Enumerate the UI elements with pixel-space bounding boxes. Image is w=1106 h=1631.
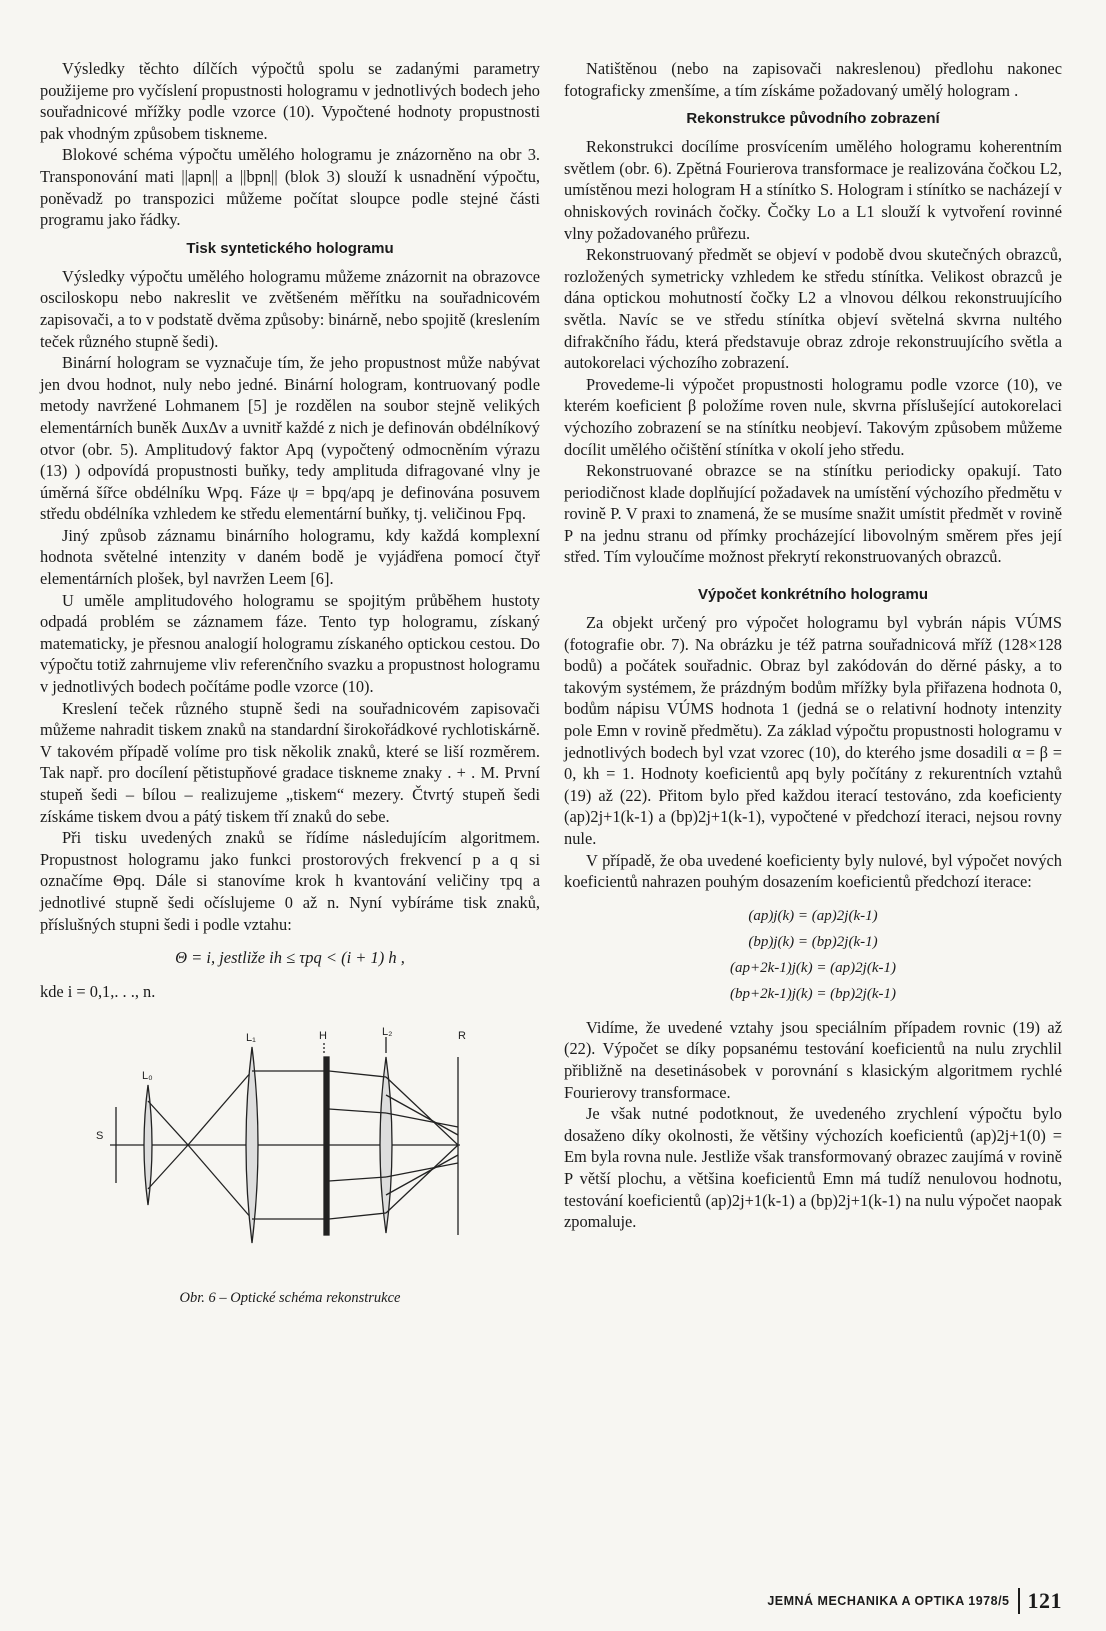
left-column — [40, 58, 540, 1317]
paragraph: Rekonstrukci docílíme prosvícením umělého hologramu koherentním světlem (obr. 6). Zpětná Fourierova transformace je realizována čočkou L2, umístěnou mezi hologram H a stínítko S. Hologram i stínítko se nacházejí v ohniskových rovinách čočky. Čočky Lo a L1 slouží k vytvoření rovinné vlny požadovaného průřezu. — [564, 137, 1062, 243]
optical-scheme-figure — [40, 1017, 540, 1317]
paragraph: Provedeme-li výpočet propustnosti hologramu podle vzorce (10), ve kterém koeficient β položíme roven nule, skvrna příslušející autokorelaci výchozího zobrazení se na stínítku neobjeví. Takovým způsobem můžeme docílit umělého očištění stínítka v okolí jeho středu. — [564, 374, 1062, 459]
fig-label-L0: L₀ — [142, 1069, 153, 1082]
figure-caption: Obr. 6 – Optické schéma rekonstrukce — [179, 1290, 401, 1307]
optical-scheme-diagram — [40, 1017, 540, 1287]
right-column — [564, 58, 1062, 1233]
lens-L0 — [144, 1085, 152, 1205]
fig-label-L1: L₁ — [246, 1031, 256, 1044]
paragraph: Je však nutné podotknout, že uvedeného zrychlení výpočtu bylo dosaženo díky okolnosti, že většiny výchozích koeficientů (ap)2j+1(0) = Em byla rovna nule. Jestliže však transformovaný obrazec zaujímá v rovině P větší plochu, a většina koeficientů Emn má tudíž nenulovou hodnotu, testování koeficientů (ap)2j+1(k-1) a (bp)2j+1(k-1) na nulu výpočet naopak zpomaluje. — [564, 1104, 1062, 1232]
equation-line: (bp)j(k) = (bp)2j(k-1) — [748, 933, 878, 950]
equation-theta — [40, 945, 540, 971]
lens-L2 — [380, 1057, 392, 1233]
section-heading-print: Tisk syntetického hologramu — [186, 239, 394, 257]
fig-label-H: H — [319, 1029, 327, 1042]
fig-label-L2: L₂ — [382, 1025, 393, 1038]
equation-range: kde i = 0,1,. . ., n. — [40, 982, 156, 1002]
paragraph: Natištěnou (nebo na zapisovači nakreslenou) předlohu nakonec fotograficky zmenšíme, a tím získáme požadovaný umělý hologram . — [564, 59, 1062, 100]
section-heading-calculation: Výpočet konkrétního hologramu — [697, 586, 929, 604]
paragraph: Při tisku uvedených znaků se řídíme následujícím algoritmem. Propustnost hologramu jako funkci prostorových frekvencí p a q si označíme Θpq. Dále si stanovíme krok h kvantování veličiny τpq a jednotlivé stupně šedi očíslujeme 0 až n. Nyní vybíráme tisk znaků, příslušných stupni šedi i podle vztahu: — [40, 828, 540, 934]
hologram-plate — [324, 1057, 329, 1235]
equation-line: Θ = i, jestliže ih ≤ τpq < (i + 1) h , — [175, 948, 405, 968]
paragraph: Výsledky těchto dílčích výpočtů spolu se zadanými parametry použijeme pro vyčíslení propustnosti hologramu v jednotlivých bodech jeho souřadnicové mřížky podle vzorce (10). Vypočtené hodnoty propustnosti pak vhodným způsobem tiskneme. — [40, 59, 540, 143]
paragraph: Za objekt určený pro výpočet hologramu byl vybrán nápis VÚMS (fotografie obr. 7). Na obrázku je též patrna souřadnicová mříž (128×128 bodů) a počátek souřadnic. Obraz byl zakódován do děrné pásky, a to takovým systémem, že prázdným bodům mřížky byla přiřazena hodnota 0, bodům nápisu VÚMS hodnota 1 (jedná se o relativní hodnoty intenzity pole Emn v rovině předmětu). Za základ výpočtu propustnosti hologramu v jednotlivých bodech byl vzat vzorec (10), do kterého jsme dosadili α = β = 0, kh = 1. Hodnoty koeficientů apq byly počítány z rekurentních vztahů (19) až (22). Přitom bylo před každou iterací testováno, zda koeficienty (ap)2j+1(k-1) a (bp)2j+1(k-1), vypočtené v předchozí iteraci, nejsou rovny nule. — [564, 613, 1062, 848]
paragraph: V případě, že oba uvedené koeficienty byly nulové, byl výpočet nových koeficientů nahrazen pouhým dosazením koeficientů předchozí iterace: — [564, 850, 1062, 892]
section-heading-reconstruction: Rekonstrukce původního zobrazení — [686, 110, 940, 128]
paragraph: U uměle amplitudového hologramu se spojitým průběhem hustoty odpadá problém se záznamem fáze. Tento typ hologramu, získaný matematicky, je přesnou analogií hologramu získaného optickou cestou. Do výpočtu totiž zahrnujeme vliv referenčního svazku a propustnost hologramu v jednotlivých bodech počítáme podle vzorce (10). — [40, 590, 540, 697]
paragraph: Rekonstruovaný předmět se objeví v podobě dvou skutečných obrazců, rozložených symetricky vzhledem ke středu stínítka. Velikost obrazců je dána optickou mohutností čočky L2 a vlnovou délkou rekonstruujícího světla. Navíc se ve středu stínítka objeví světelná skvrna nultého difrakčního řádu, která představuje obraz zdroje rekonstruujícího světla a autokorelaci výchozího zobrazení. — [564, 245, 1062, 373]
fig-label-S: S — [96, 1129, 104, 1142]
iteration-equations — [564, 903, 1062, 1007]
paragraph: Binární hologram se vyznačuje tím, že jeho propustnost může nabývat jen dvou hodnot, nuly nebo jedné. Binární hologram, kontruovaný podle metody navržené Lohmanem [5] je rozdělen na soubor stejně velikých elementárních buněk ΔuxΔv a uvnitř každé z nich je definován obdélníkový otvor (obr. 5). Amplitudový faktor Apq (vypočtený odmocněním výrazu (13) ) odpovídá propustnosti buňky, tedy amplituda difragované vlny je úměrná šířce obdélníku Wpq. Fáze ψ = bpq/apq je definována posuvem středu obdélníka vzhledem ke středu elementární buňky, tj. veličinou Fpq. — [40, 353, 540, 524]
page-number: 121 — [1027, 1588, 1062, 1613]
paragraph: Jiný způsob záznamu binárního hologramu, kdy každá komplexní hodnota světelné intenzity v daném bodě je vyjádřena pomocí čtyř elementárních plošek, byl navržen Leem [6]. — [40, 525, 540, 589]
paragraph: Blokové schéma výpočtu umělého hologramu je znázorněno na obr 3. Transponování mati ||apn|| a ||bpn|| (blok 3) slouží k usnadnění výpočtu, poněvadž po transpozici můžeme počítat sloupce podle stejné části programu jako řádky. — [40, 145, 540, 230]
footer-divider — [1018, 1588, 1020, 1614]
journal-name: JEMNÁ MECHANIKA A OPTIKA 1978/5 — [767, 1594, 1010, 1608]
paragraph: Rekonstruované obrazce se na stínítku periodicky opakují. Tato periodičnost klade doplňující požadavek na umístění výchozího předmětu v rovině P. V praxi to znamená, že se musíme snažit umístit předmět v rovině P na jednu stranu od přímky procházející libovolným směrem přes její střed. Tím vyloučíme možnost překrytí rekonstruovaných obrazců. — [564, 461, 1062, 567]
paragraph: Výsledky výpočtu umělého hologramu můžeme znázornit na obrazovce osciloskopu nebo nakreslit ve zvětšeném měřítku na souřadnicovém zapisovači, a to v podstatě dvěma způsoby: binárně, nebo spojitě (kreslením teček různého stupně šedi). — [40, 266, 540, 351]
paragraph: Kreslení teček různého stupně šedi na souřadnicovém zapisovači můžeme nahradit tiskem znaků na standardní širokořádkové rychlotiskárně. V takovém případě volíme pro tisk několik znaků, které se liší rozměrem. Tak např. pro docílení pětistupňové gradace tiskneme znaky . + . M. První stupeň šedi – bílou – realizujeme „tiskem“ mezery. Čtvrtý stupeň šedi získáme tiskem dvou a pátý tiskem tří znaků do sebe. — [40, 698, 540, 826]
paragraph: Vidíme, že uvedené vztahy jsou speciálním případem rovnic (19) až (22). Výpočet se díky popsanému testování koeficientů na nulu zrychlil přibližně na desetinásobek v porovnání s klasickým algoritmem rychlé Fourierovy transformace. — [564, 1017, 1062, 1102]
page-footer — [767, 1588, 1062, 1614]
equation-line: (ap+2k-1)j(k) = (ap)2j(k-1) — [729, 959, 896, 976]
fig-label-R: R — [458, 1029, 466, 1042]
equation-line: (ap)j(k) = (ap)2j(k-1) — [748, 907, 878, 924]
equation-line: (bp+2k-1)j(k) = (bp)2j(k-1) — [729, 985, 896, 1002]
